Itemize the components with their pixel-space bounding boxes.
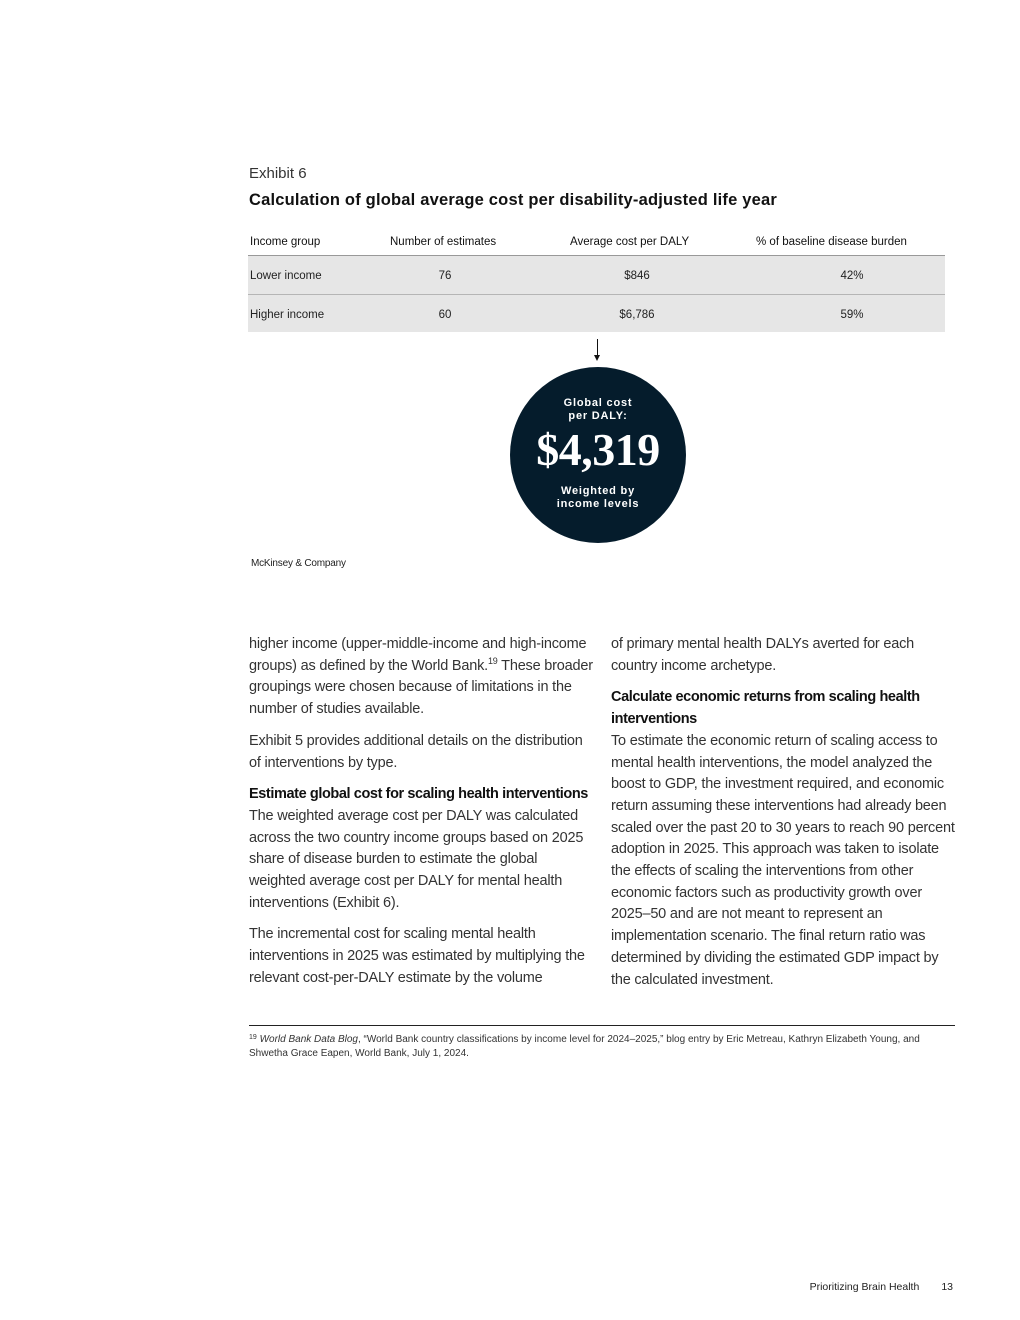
cell-average-cost: $6,786 [619, 309, 655, 321]
section-heading: Estimate global cost for scaling health interventions [249, 786, 588, 803]
exhibit-title: Calculation of global average cost per disability-adjusted life year [249, 191, 777, 209]
cell-estimates: 60 [438, 309, 452, 321]
callout-bottom-label [510, 485, 686, 511]
header-number-of-estimates: Number of estimates [390, 236, 497, 248]
cell-baseline-burden: 59% [840, 309, 864, 321]
footnote-source: World Bank Data Blog [259, 1034, 358, 1045]
exhibit-label: Exhibit 6 [249, 165, 307, 182]
page-number: 13 [941, 1281, 953, 1293]
cost-table [248, 230, 945, 332]
cell-estimates: 76 [438, 270, 452, 282]
callout-top-line1: Global cost [563, 397, 633, 409]
callout-value: $4,319 [536, 424, 660, 475]
paragraph: Exhibit 5 provides additional details on the distribution of interventions by type. [249, 732, 583, 771]
arrow-down-icon [594, 355, 600, 361]
paragraph: higher income (upper-middle-income and high-income groups) as defined by the World Bank.$^{19}$ These broader groupings were chosen because of limitations in the number of studies available. [249, 636, 593, 718]
source-label: McKinsey & Company [251, 558, 346, 569]
cell-baseline-burden: 42% [840, 270, 864, 282]
callout-top-line2: per DALY: [568, 410, 628, 422]
footnote [249, 1031, 949, 1061]
body-column-right [611, 634, 956, 1001]
footnote-text: , “World Bank country classifications by income level for 2024–2025,” blog entry by Eric Metreau, Kathryn Elizabeth Young, and Shwetha Grace Eapen, World Bank, July 1, 2024. [249, 1034, 920, 1059]
paragraph: To estimate the economic return of scaling access to mental health interventions, the model analyzed the boost to GDP, the investment required, and economic return assuming these interventions had already been scaled over the past 20 to 30 years to reach 90 percent adoption in 2025. This approach was taken to isolate the effects of scaling the interventions from other economic factors such as productivity growth over 2025–50 and are not meant to represent an implementation scenario. The final return ratio was determined by dividing the estimated GDP impact by the calculated investment. [611, 732, 955, 988]
body-column-left [249, 634, 594, 1000]
global-cost-callout [510, 367, 686, 543]
callout-top-label [510, 397, 686, 423]
footnote-divider [249, 1025, 955, 1026]
paragraph: The weighted average cost per DALY was calculated across the two country income groups based on 2025 share of disease burden to estimate the global weighted average cost per DALY for mental health interventions (Exhibit 6). [249, 807, 584, 911]
cell-average-cost: $846 [624, 270, 650, 282]
table-row [248, 294, 945, 332]
footnote-ref[interactable]: 19 [487, 655, 498, 666]
header-average-cost: Average cost per DALY [570, 236, 690, 248]
paragraph: of primary mental health DALYs averted for each country income archetype. [611, 636, 915, 674]
section-heading: Calculate economic returns from scaling health interventions [611, 689, 920, 728]
footnote-number: 19 [249, 1034, 257, 1041]
paragraph: The incremental cost for scaling mental health interventions in 2025 was estimated by multiplying the relevant cost-per-DALY estimate by the volume [249, 926, 585, 986]
table-row [248, 256, 945, 294]
page-footer [810, 1281, 953, 1293]
callout-bottom-line1: Weighted by [561, 485, 635, 497]
callout-bottom-line2: income levels [556, 498, 640, 510]
cell-income-group: Higher income [250, 309, 325, 321]
table-header [248, 230, 945, 256]
header-income-group: Income group [250, 236, 321, 248]
header-baseline-burden: % of baseline disease burden [756, 236, 907, 248]
cell-income-group: Lower income [250, 270, 322, 282]
footer-title: Prioritizing Brain Health [809, 1281, 920, 1293]
